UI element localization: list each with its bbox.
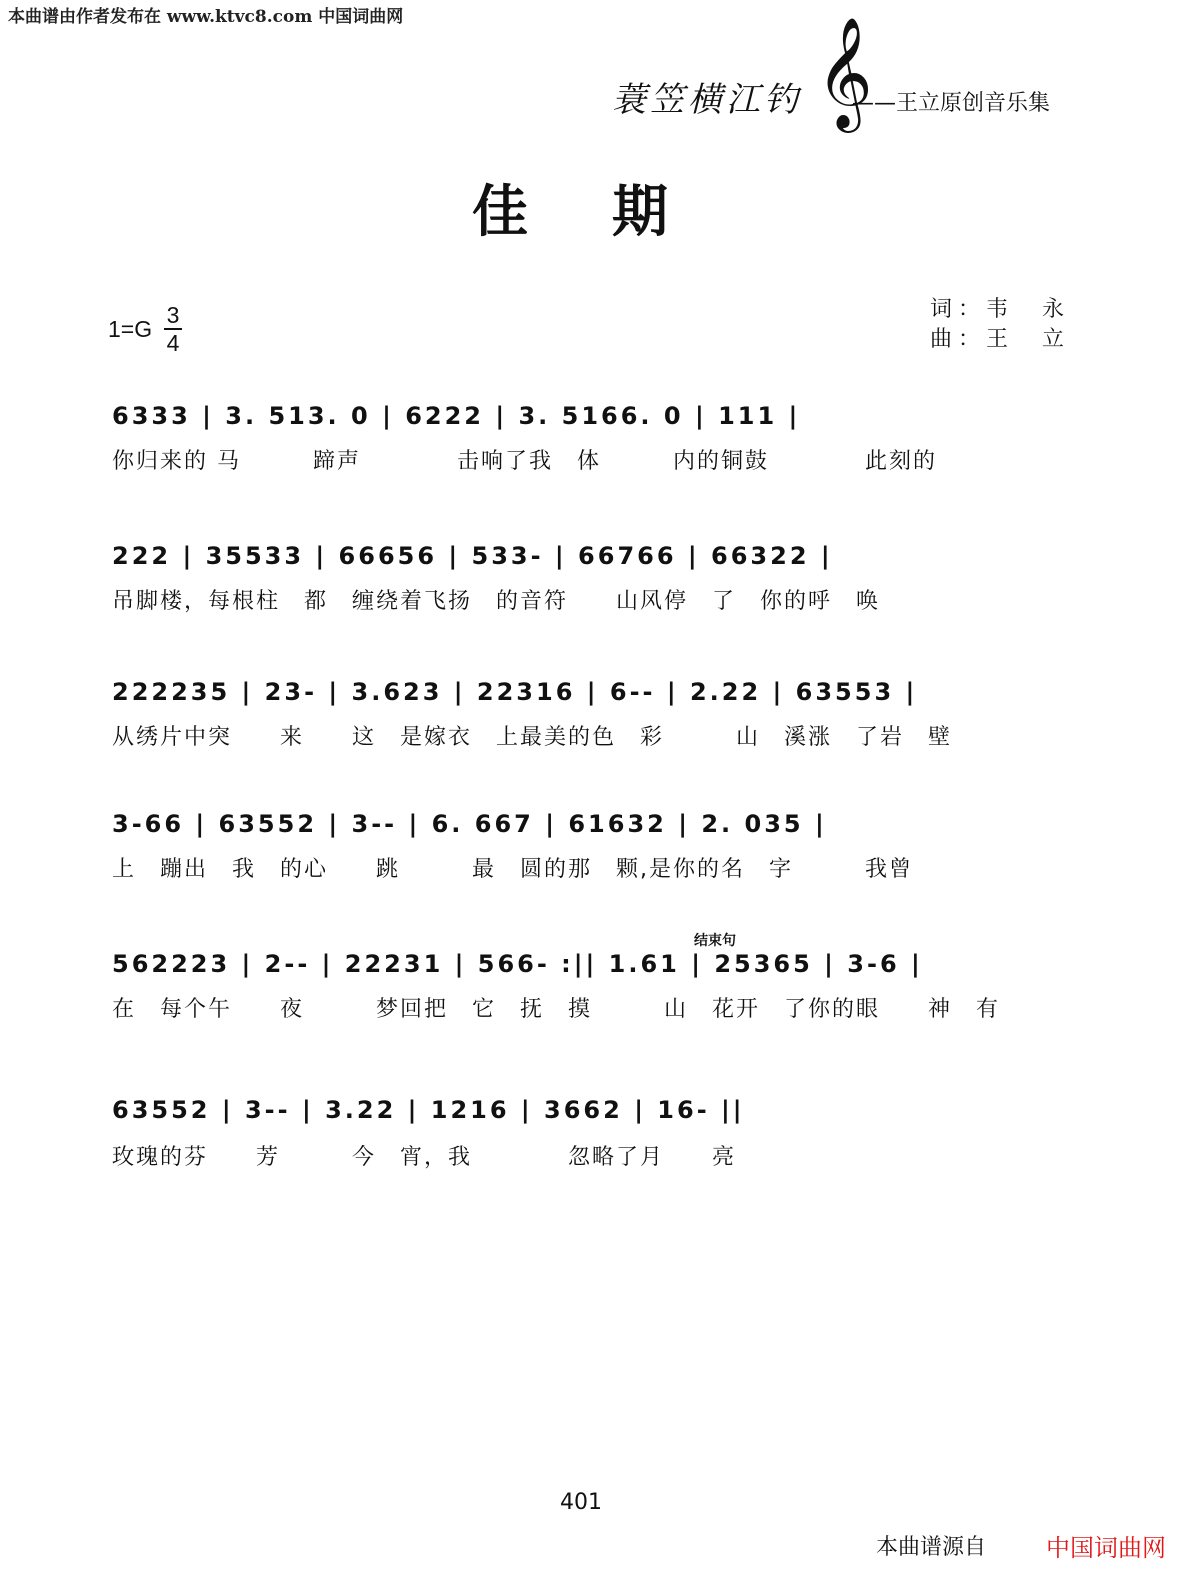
brand-link[interactable]: 中国词曲网 [1046, 1534, 1166, 1562]
notes-row: 222235 | 23- | 3.623 | 22316 | 6-- | 2.22 | 63553 | [112, 678, 918, 706]
series-title: 蓑笠横江钓 [612, 80, 802, 120]
lyrics-row: 从绣片中突 来 这 是嫁衣 上最美的色 彩 山 溪涨 了岩 壁 [112, 725, 953, 750]
time-signature-bottom: 4 [166, 330, 180, 356]
time-signature-top: 3 [166, 302, 180, 328]
notes-row: 562223 | 2-- | 22231 | 566- :|| 1.61 | 25365 | 3-6 | [112, 950, 923, 978]
lyrics-row: 玫瑰的芬 芳 今 宵，我 忽略了月 亮 [112, 1145, 737, 1170]
notes-row: 63552 | 3-- | 3.22 | 1216 | 3662 | 16- || [112, 1096, 745, 1124]
source-label: 本曲谱源自 [876, 1535, 987, 1560]
treble-clef-icon: 𝄞 [816, 16, 873, 128]
song-title: 佳期 [472, 179, 752, 245]
composer-credit: 曲：王 立 [930, 327, 1071, 352]
lyrics-row: 吊脚楼，每根柱 都 缠绕着飞扬 的音符 山风停 了 你的呼 唤 [112, 589, 881, 614]
page-number: 401 [560, 1490, 602, 1515]
lyrics-row: 你归来的 马 蹄声 击响了我 体 内的铜鼓 此刻的 [112, 449, 937, 474]
watermark-top: 本曲谱由作者发布在 www.ktvc8.com 中国词曲网 [8, 7, 404, 27]
notes-row: 3-66 | 63552 | 3-- | 6. 667 | 61632 | 2. 035 | [112, 810, 827, 838]
ending-phrase-label: 结束句 [694, 933, 736, 949]
series-subtitle: ——王立原创音乐集 [852, 91, 1051, 116]
time-signature [163, 302, 183, 356]
lyricist-credit: 词：韦 永 [930, 297, 1071, 322]
notes-row: 6333 | 3. 513. 0 | 6222 | 3. 5166. 0 | 111 | [112, 402, 801, 430]
lyrics-row: 上 蹦出 我 的心 跳 最 圆的那 颗,是你的名 字 我曾 [112, 857, 913, 882]
notes-row: 222 | 35533 | 66656 | 533- | 66766 | 66322 | [112, 542, 833, 570]
lyrics-row: 在 每个午 夜 梦回把 它 抚 摸 山 花开 了你的眼 神 有 [112, 997, 1001, 1022]
key-signature: 1=G [108, 316, 153, 342]
